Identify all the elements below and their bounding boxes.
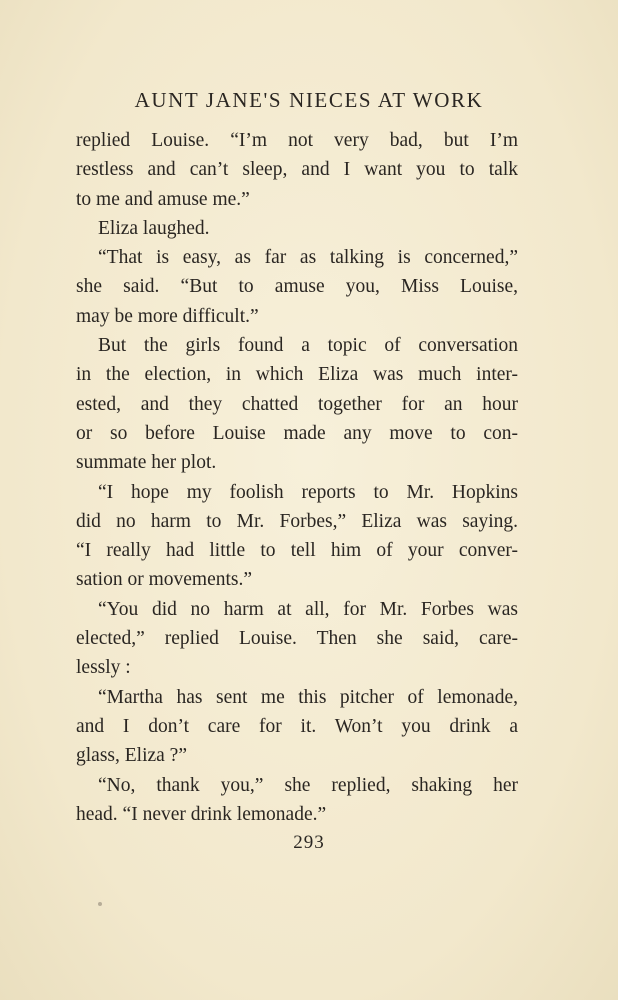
- text-line: But the girls found a topic of conversation: [98, 335, 518, 357]
- running-head: AUNT JANE'S NIECES AT WORK: [134, 88, 484, 112]
- text-line: glass, Eliza ?”: [76, 745, 187, 767]
- page-number: 293: [293, 832, 325, 853]
- text-line: ested, and they chatted together for an hour: [76, 393, 518, 415]
- text-line: she said. “But to amuse you, Miss Louise,: [76, 276, 518, 298]
- paper-speck: [98, 902, 102, 906]
- text-line: Eliza laughed.: [98, 217, 210, 239]
- text-line: did no harm to Mr. Forbes,” Eliza was saying.: [76, 510, 518, 532]
- text-line: to me and amuse me.”: [76, 188, 250, 210]
- text-line: and I don’t care for it. Won’t you drink a: [76, 715, 518, 737]
- text-line: “You did no harm at all, for Mr. Forbes was: [98, 598, 518, 620]
- text-line: may be more difficult.”: [76, 305, 259, 327]
- text-line: “I hope my foolish reports to Mr. Hopkins: [98, 481, 518, 503]
- text-line: replied Louise. “I’m not very bad, but I’m: [76, 130, 518, 151]
- body-text: [76, 126, 518, 829]
- text-line: or so before Louise made any move to con-: [76, 422, 518, 444]
- text-line: in the election, in which Eliza was much inter-: [76, 364, 518, 386]
- text-line: elected,” replied Louise. Then she said, care-: [76, 628, 518, 650]
- text-line: “Martha has sent me this pitcher of lemonade,: [98, 686, 518, 708]
- text-line: “I really had little to tell him of your conver-: [76, 540, 518, 562]
- text-line: summate her plot.: [76, 452, 217, 474]
- text-line: “No, thank you,” she replied, shaking her: [98, 774, 518, 796]
- text-line: head. “I never drink lemonade.”: [76, 803, 327, 825]
- text-line: restless and can’t sleep, and I want you to talk: [76, 159, 518, 181]
- text-line: lessly :: [76, 657, 131, 679]
- text-line: “That is easy, as far as talking is concerned,”: [98, 247, 518, 269]
- text-line: sation or movements.”: [76, 569, 253, 591]
